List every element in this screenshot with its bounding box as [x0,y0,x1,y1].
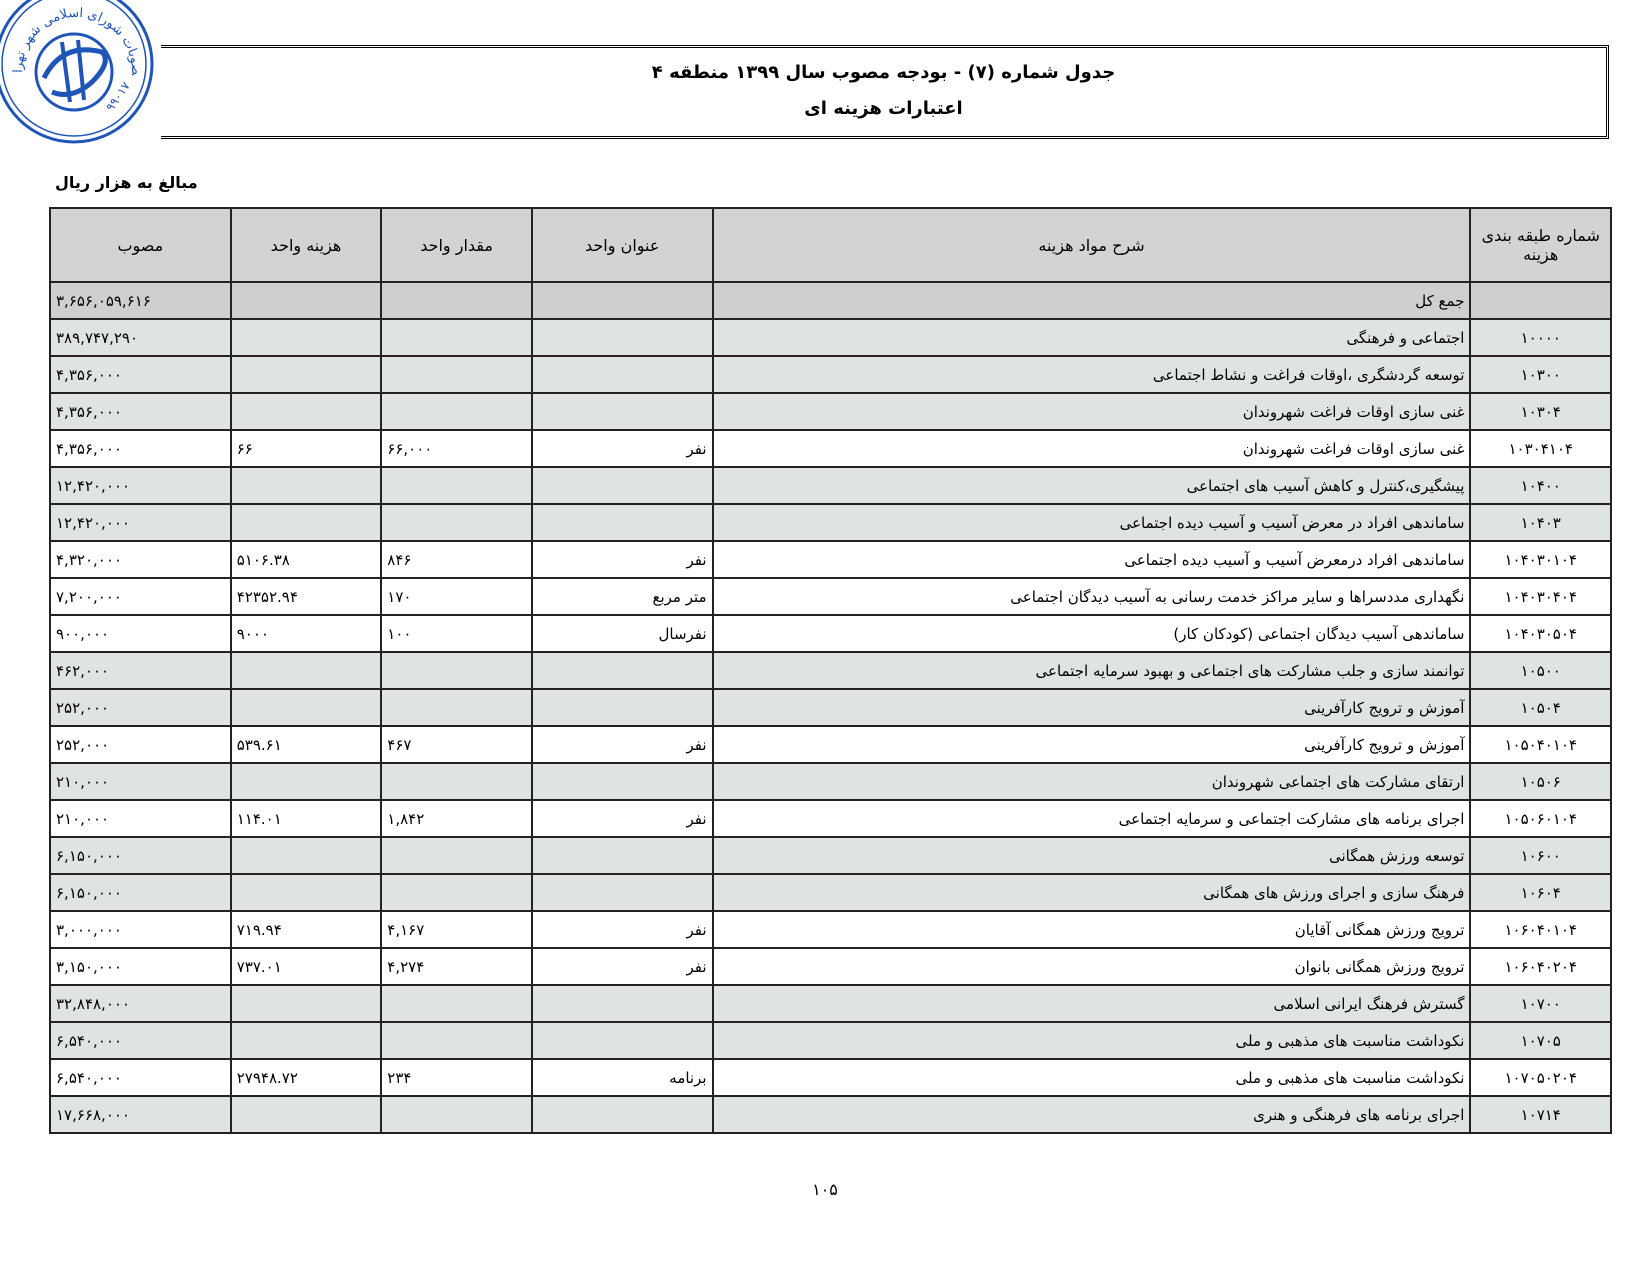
cell-approved: ۱۲,۴۲۰,۰۰۰ [50,467,231,504]
cell-quantity [381,652,532,689]
cell-approved: ۴,۳۵۶,۰۰۰ [50,430,231,467]
cell-quantity [381,763,532,800]
cell-approved: ۳,۱۵۰,۰۰۰ [50,948,231,985]
cell-unit: نفر [532,541,713,578]
cell-quantity [381,1096,532,1133]
table-row [50,1022,1611,1059]
cell-unit-cost [231,504,382,541]
cell-description: غنی سازی اوقات فراغت شهروندان [713,430,1471,467]
cell-unit-cost [231,282,382,319]
cell-unit-cost: ۴۲۳۵۲.۹۴ [231,578,382,615]
cell-quantity [381,837,532,874]
table-row [50,504,1611,541]
cell-approved: ۷,۲۰۰,۰۰۰ [50,578,231,615]
cell-unit-cost [231,319,382,356]
cell-unit: نفر [532,948,713,985]
table-row [50,948,1611,985]
cell-code: ۱۰۶۰۰ [1470,837,1611,874]
cell-approved: ۶,۱۵۰,۰۰۰ [50,874,231,911]
cell-code: ۱۰۳۰۴۱۰۴ [1470,430,1611,467]
col-header-quantity: مقدار واحد [381,208,532,282]
cell-approved: ۳۸۹,۷۴۷,۲۹۰ [50,319,231,356]
header-box [161,45,1609,139]
cell-code: ۱۰۴۰۳۰۴۰۴ [1470,578,1611,615]
cell-code: ۱۰۶۰۴۰۲۰۴ [1470,948,1611,985]
cell-approved: ۲۵۲,۰۰۰ [50,726,231,763]
cell-description: نکوداشت مناسبت های مذهبی و ملی [713,1059,1471,1096]
cell-unit [532,1096,713,1133]
cell-description: اجتماعی و فرهنگی [713,319,1471,356]
table-row [50,911,1611,948]
table-row [50,467,1611,504]
cell-quantity: ۴۶۷ [381,726,532,763]
cell-quantity: ۸۴۶ [381,541,532,578]
cell-quantity [381,356,532,393]
cell-quantity [381,985,532,1022]
cell-unit: نفرسال [532,615,713,652]
cell-quantity: ۱۰۰ [381,615,532,652]
table-row [50,652,1611,689]
cell-approved: ۲۵۲,۰۰۰ [50,689,231,726]
cell-approved: ۴,۳۲۰,۰۰۰ [50,541,231,578]
cell-unit-cost [231,874,382,911]
col-header-description: شرح مواد هزینه [713,208,1471,282]
cell-code: ۱۰۴۰۳۰۱۰۴ [1470,541,1611,578]
cell-code: ۱۰۴۰۳۰۵۰۴ [1470,615,1611,652]
cell-approved: ۳۲,۸۴۸,۰۰۰ [50,985,231,1022]
cell-description: ترویج ورزش همگانی آقایان [713,911,1471,948]
cell-unit [532,282,713,319]
table-row [50,1059,1611,1096]
cell-approved: ۶,۵۴۰,۰۰۰ [50,1022,231,1059]
cell-description: پیشگیری،کنترل و کاهش آسیب های اجتماعی [713,467,1471,504]
cell-description: جمع کل [713,282,1471,319]
table-row [50,393,1611,430]
table-header-row [50,208,1611,282]
cell-unit-cost: ۵۳۹.۶۱ [231,726,382,763]
cell-unit [532,393,713,430]
table-row [50,1096,1611,1133]
cell-quantity [381,467,532,504]
col-header-unit-cost: هزینه واحد [231,208,382,282]
table-row [50,985,1611,1022]
cell-unit [532,504,713,541]
cell-description: ارتقای مشارکت های اجتماعی شهروندان [713,763,1471,800]
cell-unit-cost [231,467,382,504]
cell-description: نکوداشت مناسبت های مذهبی و ملی [713,1022,1471,1059]
cell-unit-cost [231,1022,382,1059]
cell-quantity [381,689,532,726]
cell-quantity [381,874,532,911]
cell-unit [532,874,713,911]
page-title: جدول شماره (۷) - بودجه مصوب سال ۱۳۹۹ منطقه ۴ [651,62,1116,83]
cell-code: ۱۰۵۰۶ [1470,763,1611,800]
table-row [50,430,1611,467]
cell-code: ۱۰۵۰۴۰۱۰۴ [1470,726,1611,763]
cell-code: ۱۰۳۰۰ [1470,356,1611,393]
cell-description: ساماندهی افراد درمعرض آسیب و آسیب دیده اجتماعی [713,541,1471,578]
cell-unit [532,689,713,726]
cell-unit-cost [231,1096,382,1133]
cell-unit [532,837,713,874]
units-note: مبالغ به هزار ریال [55,173,198,192]
cell-description: اجرای برنامه های مشارکت اجتماعی و سرمایه اجتماعی [713,800,1471,837]
cell-code: ۱۰۶۰۴ [1470,874,1611,911]
table-row [50,837,1611,874]
cell-unit: متر مربع [532,578,713,615]
cell-unit-cost [231,652,382,689]
cell-unit-cost: ۵۱۰۶.۳۸ [231,541,382,578]
cell-code: ۱۰۴۰۰ [1470,467,1611,504]
cell-code: ۱۰۴۰۳ [1470,504,1611,541]
cell-description: نگهداری مددسراها و سایر مراکز خدمت رسانی به آسیب دیدگان اجتماعی [713,578,1471,615]
cell-description: ساماندهی آسیب دیدگان اجتماعی (کودکان کار) [713,615,1471,652]
table-row [50,726,1611,763]
cell-quantity: ۱۷۰ [381,578,532,615]
cell-code: ۱۰۵۰۴ [1470,689,1611,726]
cell-unit-cost [231,985,382,1022]
cell-approved: ۲۱۰,۰۰۰ [50,800,231,837]
cell-quantity: ۴,۲۷۴ [381,948,532,985]
cell-code: ۱۰۷۱۴ [1470,1096,1611,1133]
cell-unit-cost [231,689,382,726]
col-header-code: شماره طبقه بندی هزینه [1470,208,1611,282]
cell-unit [532,319,713,356]
cell-unit-cost: ۶۶ [231,430,382,467]
table-row [50,763,1611,800]
table-row [50,319,1611,356]
cell-code [1470,282,1611,319]
cell-approved: ۳,۶۵۶,۰۵۹,۶۱۶ [50,282,231,319]
cell-quantity: ۶۶,۰۰۰ [381,430,532,467]
cell-description: توانمند سازی و جلب مشارکت های اجتماعی و بهبود سرمایه اجتماعی [713,652,1471,689]
cell-unit [532,652,713,689]
cell-code: ۱۰۵۰۶۰۱۰۴ [1470,800,1611,837]
cell-quantity [381,504,532,541]
cell-description: آموزش و ترویج کارآفرینی [713,726,1471,763]
table-row [50,282,1611,319]
cell-unit-cost: ۹۰۰۰ [231,615,382,652]
cell-code: ۱۰۵۰۰ [1470,652,1611,689]
table-row [50,800,1611,837]
col-header-approved: مصوب [50,208,231,282]
col-header-unit: عنوان واحد [532,208,713,282]
cell-code: ۱۰۷۰۵ [1470,1022,1611,1059]
cell-approved: ۴,۳۵۶,۰۰۰ [50,356,231,393]
cell-unit-cost: ۲۷۹۴۸.۷۲ [231,1059,382,1096]
cell-description: آموزش و ترویج کارآفرینی [713,689,1471,726]
cell-approved: ۲۱۰,۰۰۰ [50,763,231,800]
cell-description: توسعه ورزش همگانی [713,837,1471,874]
cell-quantity [381,282,532,319]
cell-unit-cost [231,837,382,874]
cell-description: ترویج ورزش همگانی بانوان [713,948,1471,985]
table-row [50,615,1611,652]
cell-description: توسعه گردشگری ،اوقات فراغت و نشاط اجتماعی [713,356,1471,393]
cell-quantity: ۱,۸۴۲ [381,800,532,837]
cell-quantity [381,1022,532,1059]
cell-unit-cost: ۷۳۷.۰۱ [231,948,382,985]
cell-code: ۱۰۷۰۰ [1470,985,1611,1022]
cell-code: ۱۰۳۰۴ [1470,393,1611,430]
cell-quantity [381,319,532,356]
cell-quantity: ۴,۱۶۷ [381,911,532,948]
cell-unit [532,356,713,393]
cell-approved: ۳,۰۰۰,۰۰۰ [50,911,231,948]
cell-description: فرهنگ سازی و اجرای ورزش های همگانی [713,874,1471,911]
cell-unit [532,467,713,504]
cell-approved: ۴,۳۵۶,۰۰۰ [50,393,231,430]
cell-unit-cost [231,763,382,800]
cell-unit [532,985,713,1022]
council-seal [0,0,157,147]
cell-quantity: ۲۳۴ [381,1059,532,1096]
table-body [50,282,1611,1133]
seal-number: ۹۹۰۱۷ [102,79,133,114]
seal-text: صوبات شورای اسلامی شهر تهرا [10,5,144,76]
cell-unit: نفر [532,911,713,948]
table-row [50,356,1611,393]
cell-description: اجرای برنامه های فرهنگی و هنری [713,1096,1471,1133]
cell-quantity [381,393,532,430]
cell-approved: ۴۶۲,۰۰۰ [50,652,231,689]
cell-approved: ۱۲,۴۲۰,۰۰۰ [50,504,231,541]
page-number: ۱۰۵ [812,1180,838,1199]
cell-approved: ۶,۱۵۰,۰۰۰ [50,837,231,874]
budget-table [49,207,1612,1134]
table-row [50,689,1611,726]
cell-unit-cost [231,356,382,393]
cell-approved: ۶,۵۴۰,۰۰۰ [50,1059,231,1096]
cell-unit: نفر [532,726,713,763]
cell-code: ۱۰۶۰۴۰۱۰۴ [1470,911,1611,948]
cell-unit: نفر [532,800,713,837]
cell-code: ۱۰۷۰۵۰۲۰۴ [1470,1059,1611,1096]
cell-unit-cost: ۱۱۴.۰۱ [231,800,382,837]
cell-description: ساماندهی افراد در معرض آسیب و آسیب دیده اجتماعی [713,504,1471,541]
cell-description: گسترش فرهنگ ایرانی اسلامی [713,985,1471,1022]
cell-unit-cost: ۷۱۹.۹۴ [231,911,382,948]
table-row [50,578,1611,615]
page-subtitle: اعتبارات هزینه ای [804,98,963,119]
cell-unit-cost [231,393,382,430]
cell-approved: ۱۷,۶۶۸,۰۰۰ [50,1096,231,1133]
cell-unit: برنامه [532,1059,713,1096]
cell-unit: نفر [532,430,713,467]
cell-approved: ۹۰۰,۰۰۰ [50,615,231,652]
cell-unit [532,1022,713,1059]
cell-code: ۱۰۰۰۰ [1470,319,1611,356]
table-row [50,874,1611,911]
cell-description: غنی سازی اوقات فراغت شهروندان [713,393,1471,430]
cell-unit [532,763,713,800]
table-row [50,541,1611,578]
